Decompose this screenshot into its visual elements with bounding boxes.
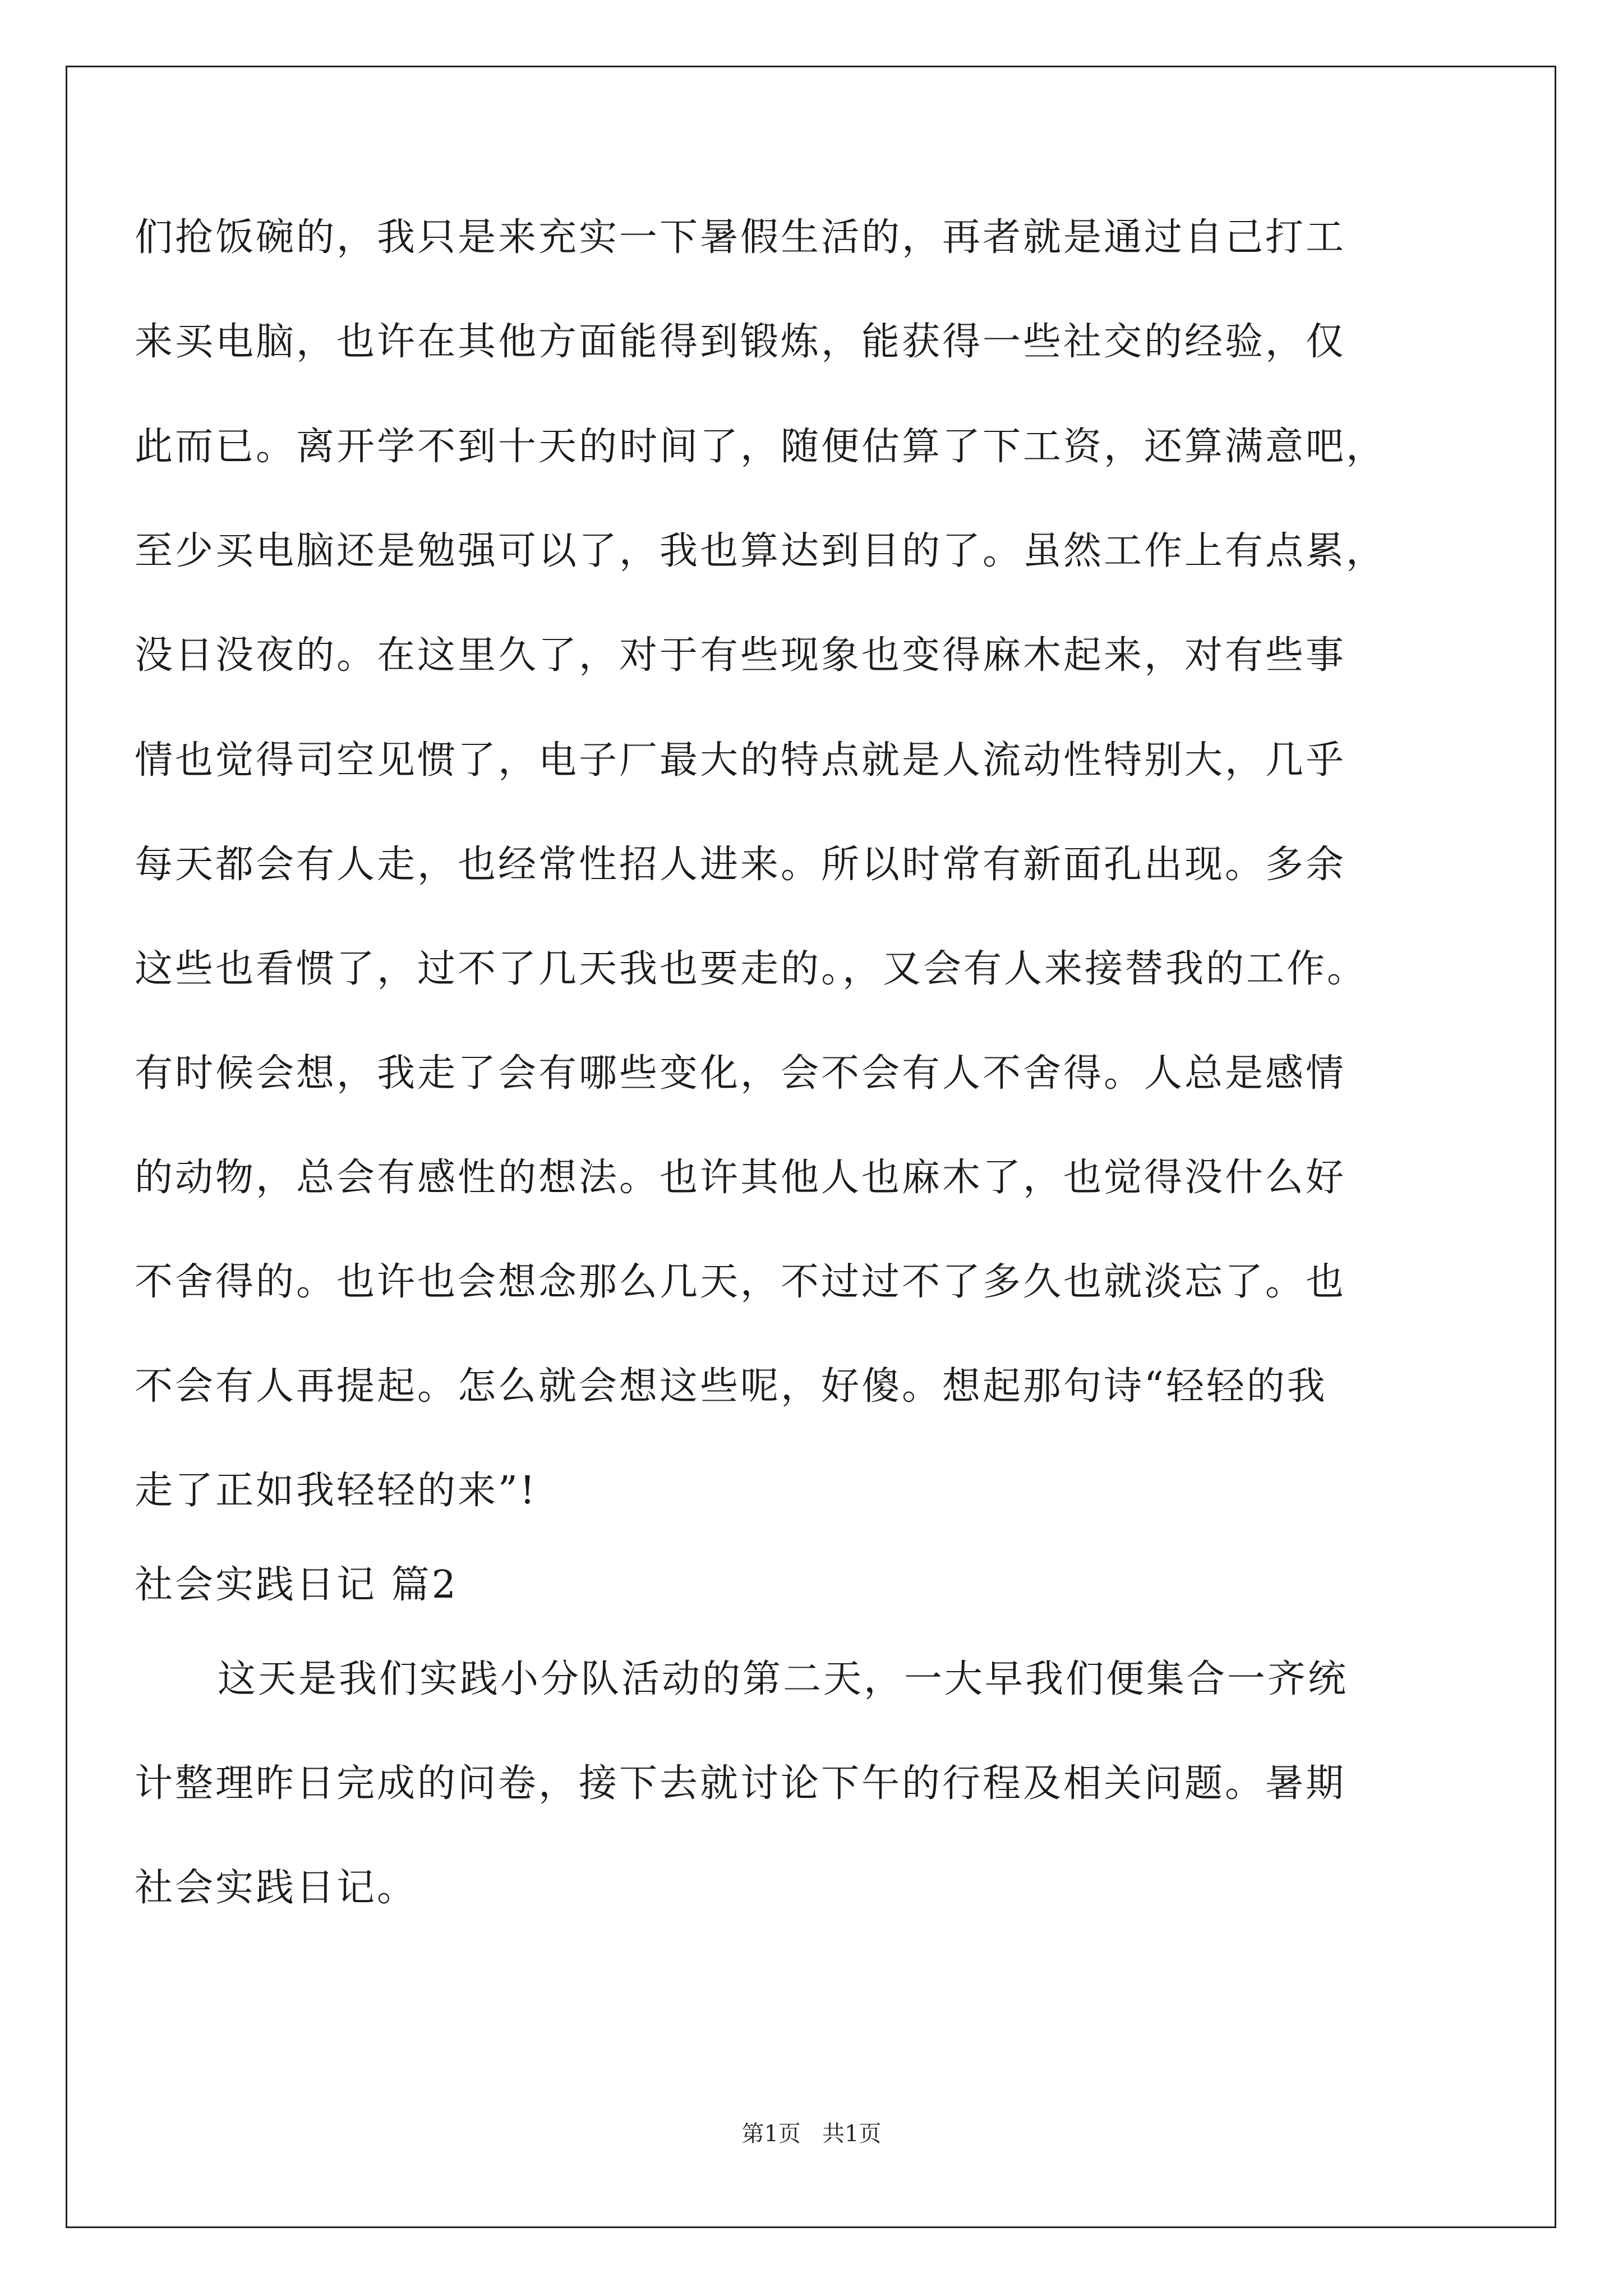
paragraph-line: 有时候会想，我走了会有哪些变化，会不会有人不舍得。人总是感情 <box>135 1051 1347 1096</box>
paragraph-line: 们抢饭碗的，我只是来充实一下暑假生活的，再者就是通过自己打工 <box>135 215 1347 260</box>
paragraph-line: 没日没夜的。在这里久了，对于有些现象也变得麻木起来，对有些事 <box>135 633 1347 678</box>
paragraph-line: 每天都会有人走，也经常性招人进来。所以时常有新面孔出现。多余 <box>135 843 1347 887</box>
page-number-footer: 第1页 共1页 <box>741 2121 882 2147</box>
paragraph-line: 这些也看惯了，过不了几天我也要走的。，又会有人来接替我的工作。 <box>135 947 1368 991</box>
paragraph-line: 这天是我们实践小分队活动的第二天，一大早我们便集合一齐统 <box>218 1657 1349 1701</box>
paragraph-line: 不舍得的。也许也会想念那么几天，不过过不了多久也就淡忘了。也 <box>135 1260 1347 1304</box>
paragraph-line: 情也觉得司空见惯了，电子厂最大的特点就是人流动性特别大，几乎 <box>135 738 1347 783</box>
paragraph-line: 不会有人再提起。怎么就会想这些呢，好傻。想起那句诗“轻轻的我 <box>135 1364 1327 1409</box>
paragraph-line: 计整理昨日完成的问卷，接下去就讨论下午的行程及相关问题。暑期 <box>135 1761 1347 1806</box>
paragraph-line: 走了正如我轻轻的来”! <box>135 1469 538 1513</box>
paragraph-line: 此而已。离开学不到十天的时间了，随便估算了下工资，还算满意吧， <box>135 425 1387 469</box>
paragraph-line: 社会实践日记。 <box>135 1866 418 1910</box>
paragraph-line: 的动物，总会有感性的想法。也许其他人也麻木了，也觉得没什么好 <box>135 1156 1347 1200</box>
section-heading: 社会实践日记 篇2 <box>135 1563 458 1607</box>
paragraph-line: 至少买电脑还是勉强可以了，我也算达到目的了。虽然工作上有点累， <box>135 529 1387 573</box>
paragraph-line: 来买电脑，也许在其他方面能得到锻炼，能获得一些社交的经验，仅 <box>135 320 1347 364</box>
